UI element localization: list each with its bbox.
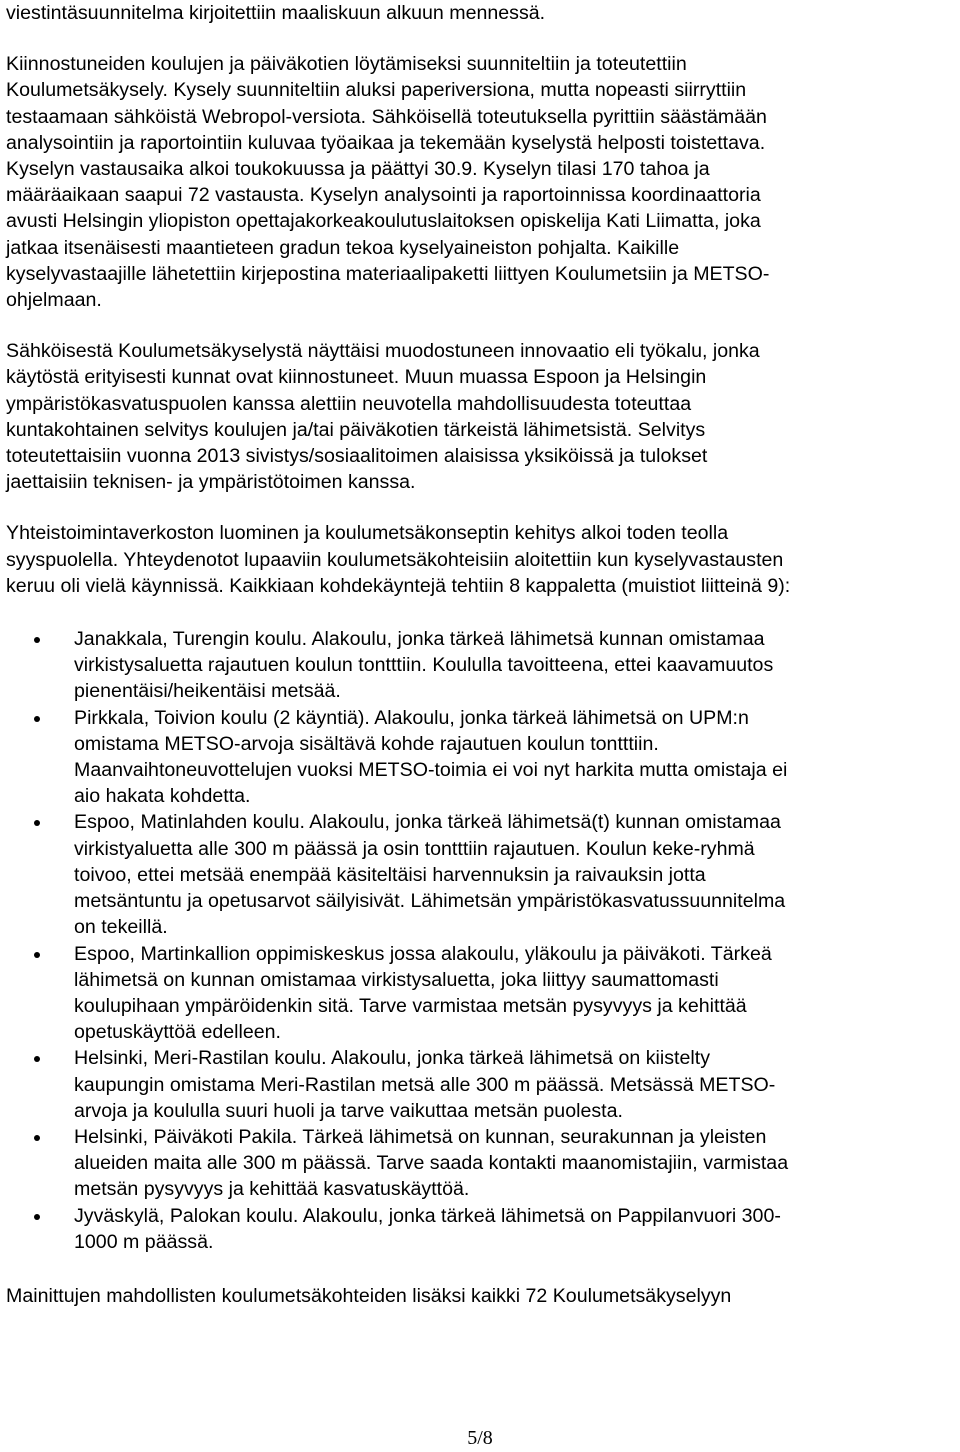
bullet-icon [34, 952, 40, 958]
list-item [6, 1045, 956, 1124]
text-line: Pirkkala, Toivion koulu (2 käyntiä). Alakoulu, jonka tärkeä lähimetsä on UPM:n [74, 706, 749, 729]
text-line: määräaikaan saapui 72 vastausta. Kyselyn analysointi ja raportoinnissa koordinaattoria [6, 184, 761, 207]
bullet-icon [34, 820, 40, 826]
paragraph-innovation [6, 338, 956, 495]
text-line: avusti Helsingin yliopiston opettajakorkeakoulutuslaitoksen opiskelija Kati Liimatta, joka [6, 210, 761, 233]
text-line: omistama METSO-arvoja sisältävä kohde rajautuen koulun tontttiin. [74, 732, 659, 755]
text-line: Helsinki, Päiväkoti Pakila. Tärkeä lähimetsä on kunnan, seurakunnan ja yleisten [74, 1125, 767, 1148]
text-line: toteutettaisiin vuonna 2013 sivistys/sosiaalitoimen alaisissa yksiköissä ja tulokset [6, 445, 708, 468]
text-line: virkistysaluetta rajautuen koulun tontttiin. Koululla tavoitteena, ettei kaavamuutos [74, 654, 774, 677]
bullet-icon [34, 1056, 40, 1062]
list-item-text [74, 1045, 956, 1124]
text-line: käytöstä erityisesti kunnat ovat kiinnostuneet. Muun muassa Espoon ja Helsingin [6, 366, 707, 389]
paragraph-gap [6, 1255, 956, 1283]
text-line: Janakkala, Turengin koulu. Alakoulu, jonka tärkeä lähimetsä kunnan omistamaa [74, 628, 765, 651]
list-item [6, 1124, 956, 1203]
text-line: Sähköisestä Koulumetsäkyselystä näyttäisi muodostuneen innovaatio eli työkalu, jonka [6, 340, 760, 363]
list-item-text [74, 1124, 956, 1203]
list-item [6, 941, 956, 1046]
text-line: Maanvaihtoneuvottelujen vuoksi METSO-toimia ei voi nyt harkita mutta omistaja ei [74, 759, 788, 782]
text-line: Mainittujen mahdollisten koulumetsäkohteiden lisäksi kaikki 72 Koulumetsäkyselyyn [6, 1284, 732, 1307]
text-line: keruu oli vielä käynnissä. Kaikkiaan kohdekäyntejä tehtiin 8 kappaletta (muistiot liitteinä 9): [6, 574, 791, 597]
page-number: 5/8 [467, 1427, 493, 1449]
text-line: Helsinki, Meri-Rastilan koulu. Alakoulu, jonka tärkeä lähimetsä on kiistelty [74, 1047, 710, 1070]
list-item [6, 705, 956, 810]
text-line: ympäristökasvatuspuolen kanssa alettiin neuvotella mahdollisuudesta toteuttaa [6, 392, 692, 415]
text-line: kuntakohtainen selvitys koulujen ja/tai päiväkotien tärkeistä lähimetsistä. Selvitys [6, 418, 706, 441]
document-page [6, 0, 956, 1309]
text-line: on tekeillä. [74, 916, 168, 939]
list-item-text [74, 809, 956, 940]
text-line: Kyselyn vastausaika alkoi toukokuussa ja päättyi 30.9. Kyselyn tilasi 170 tahoa ja [6, 158, 710, 181]
text-line: syyspuolella. Yhteydenotot lupaaviin koulumetsäkohteisiin aloitettiin kun kyselyvastausten [6, 548, 784, 571]
text-line: viestintäsuunnitelma kirjoitettiin maaliskuun alkuun mennessä. [6, 2, 546, 24]
text-line: Espoo, Matinlahden koulu. Alakoulu, jonka tärkeä lähimetsä(t) kunnan omistamaa [74, 811, 781, 834]
list-item-text [74, 941, 956, 1046]
text-line: Jyväskylä, Palokan koulu. Alakoulu, jonka tärkeä lähimetsä on Pappilanvuori 300- [74, 1204, 781, 1227]
bullet-icon [34, 1214, 40, 1220]
text-line: koulupihaan ympäröidenkin sitä. Tarve varmistaa metsän pysyvyys ja kehittää [74, 994, 747, 1017]
text-line: kyselyvastaajille lähetettiin kirjepostina materiaalipaketti liittyen Koulumetsiin ja METSO- [6, 262, 770, 285]
paragraph-intro-tail [6, 0, 956, 26]
text-line: virkistyaluetta alle 300 m päässä ja osin tontttiin rajautuen. Koulun keke-ryhmä [74, 837, 755, 860]
text-line: opetuskäyttöä edelleen. [74, 1021, 281, 1044]
bullet-icon [34, 1135, 40, 1141]
list-item-text [74, 705, 956, 810]
paragraph-network [6, 520, 956, 599]
text-line: analysointiin ja raportointiin kuluvaa työaikaa ja tekemään kyselystä helposti toistettava. [6, 131, 766, 154]
paragraph-survey [6, 51, 956, 313]
text-line: Yhteistoimintaverkoston luominen ja koulumetsäkonseptin kehitys alkoi toden teolla [6, 522, 729, 545]
text-line: testaamaan sähköistä Webropol-versiota. Sähköisellä toteutuksella pyrittiin säästämään [6, 105, 767, 128]
list-item-text [74, 626, 956, 705]
text-line: ohjelmaan. [6, 289, 102, 312]
text-line: toivoo, ettei metsää enempää käsiteltäisi harvennuksin ja raivauksin jotta [74, 863, 706, 886]
text-line: arvoja ja koululla suuri huoli ja tarve vaikuttaa metsän puolesta. [74, 1099, 623, 1122]
paragraph-closing [6, 1283, 956, 1309]
list-item [6, 1203, 956, 1255]
text-line: aio hakata kohdetta. [74, 785, 251, 808]
text-line: kaupungin omistama Meri-Rastilan metsä alle 300 m päässä. Metsässä METSO- [74, 1073, 776, 1096]
text-line: metsän pysyvyys ja kehittää kasvatuskäyttöä. [74, 1178, 470, 1201]
list-item-text [74, 1203, 956, 1255]
paragraph-gap [6, 26, 956, 51]
text-line: metsäntuntu ja opetusarvot säilyisivät. Lähimetsän ympäristökasvatussuunnitelma [74, 890, 786, 913]
text-line: pienentäisi/heikentäisi metsää. [74, 680, 341, 703]
text-line: lähimetsä on kunnan omistamaa virkistysaluetta, joka liittyy saumattomasti [74, 968, 719, 991]
text-line: Espoo, Martinkallion oppimiskeskus jossa alakoulu, yläkoulu ja päiväkoti. Tärkeä [74, 942, 772, 965]
text-line: Kiinnostuneiden koulujen ja päiväkotien löytämiseksi suunniteltiin ja toteutettiin [6, 53, 687, 76]
site-visit-list [6, 626, 956, 1255]
paragraph-gap [6, 599, 956, 626]
text-line: alueiden maita alle 300 m päässä. Tarve saada kontakti maanomistajiin, varmistaa [74, 1152, 789, 1175]
text-line: jatkaa itsenäisesti maantieteen gradun tekoa kyselyaineiston pohjalta. Kaikille [6, 236, 680, 259]
bullet-icon [34, 637, 40, 643]
list-item [6, 809, 956, 940]
list-item [6, 626, 956, 705]
paragraph-gap [6, 313, 956, 338]
text-line: jaettaisiin teknisen- ja ympäristötoimen kanssa. [6, 471, 416, 494]
paragraph-gap [6, 495, 956, 520]
bullet-icon [34, 716, 40, 722]
text-line: Koulumetsäkysely. Kysely suunniteltiin aluksi paperiversiona, mutta nopeasti siirryttiin [6, 79, 747, 102]
text-line: 1000 m päässä. [74, 1230, 214, 1253]
